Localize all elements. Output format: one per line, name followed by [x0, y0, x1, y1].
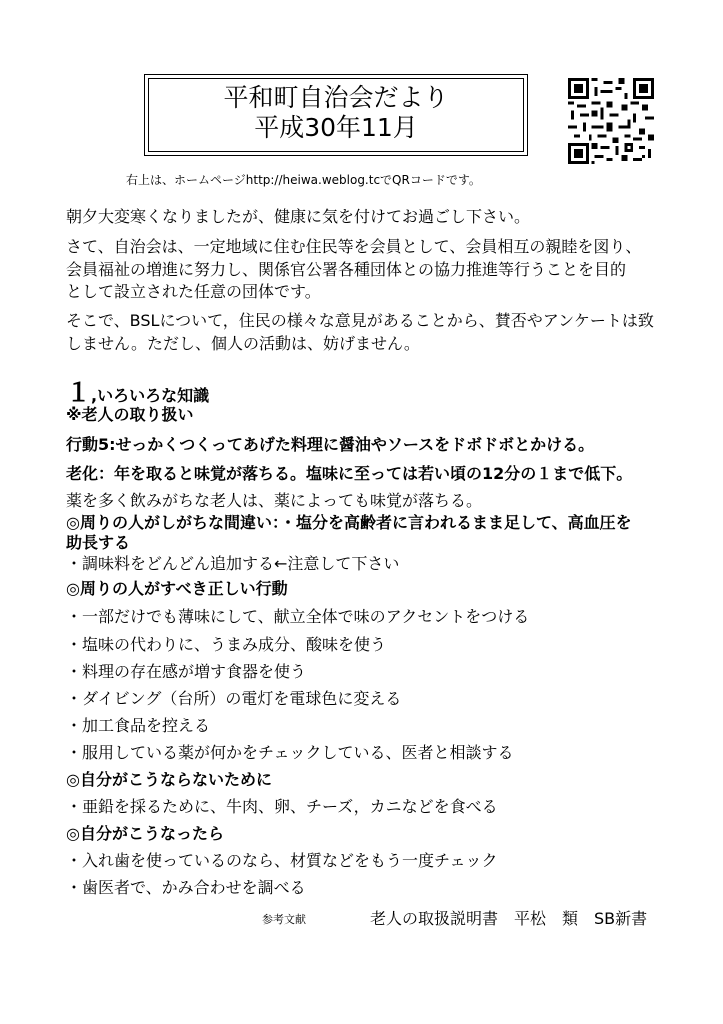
- list-item: ・加工食品を控える: [66, 716, 211, 735]
- bsl-paragraph-line2: しません。ただし、個人の活動は、妨げません。: [66, 334, 420, 353]
- medicine-line: 薬を多く飲みがちな老人は、薬によっても味覚が落ちる。: [66, 491, 483, 510]
- purpose-paragraph-line2: 会員福祉の増進に努力し、関係官公署各種団体との協力推進等行うことを目的: [66, 260, 627, 279]
- list-item: ・服用している薬が何かをチェックしている、医者と相談する: [66, 743, 514, 762]
- mistake-heading-line2: 助長する: [66, 533, 131, 552]
- homepage-note: 右上は、ホームページhttp://heiwa.weblog.tcでQRコードです。: [126, 173, 481, 187]
- section-number: １: [66, 378, 92, 407]
- list-item: ・歯医者で、かみ合わせを調べる: [66, 878, 306, 897]
- list-item: ・入れ歯を使っているのなら、材質などをもう一度チェック: [66, 851, 498, 870]
- list-item: ・ダイビング（台所）の電灯を電球色に変える: [66, 689, 402, 708]
- correct-actions-heading: ◎周りの人がすべき正しい行動: [66, 579, 288, 598]
- section-title: ,いろいろな知識: [91, 386, 210, 405]
- list-item: ・亜鉛を採るために、牛肉、卵、チーズ，カニなどを食べる: [66, 797, 498, 816]
- self-prevention-heading: ◎自分がこうならないために: [66, 770, 272, 789]
- mistake-item: ・調味料をどんどん追加する←注意して下さい: [66, 554, 400, 573]
- newsletter-title-box: [148, 78, 524, 152]
- list-item: ・一部だけでも薄味にして、献立全体で味のアクセントをつける: [66, 607, 530, 626]
- section-subtitle: ※老人の取り扱い: [66, 405, 194, 424]
- greeting-paragraph: 朝夕大変寒くなりましたが、健康に気を付けてお過ごし下さい。: [66, 207, 531, 226]
- aging-line: 老化：年を取ると味覚が落ちる。塩味に至っては若い頃の12分の１まで低下。: [66, 464, 633, 483]
- newsletter-date: 平成30年11月: [254, 113, 418, 142]
- qr-code-icon: [568, 78, 654, 164]
- reference-label: 参考文献: [262, 913, 306, 926]
- if-happened-heading: ◎自分がこうなったら: [66, 824, 224, 843]
- action-line: 行動5:せっかくつくってあげた料理に醤油やソースをドボドボとかける。: [66, 435, 595, 454]
- bsl-paragraph-line1: そこで、BSLについて，住民の様々な意見があることから、賛否やアンケートは致: [66, 311, 654, 330]
- newsletter-title: 平和町自治会だより: [223, 83, 449, 112]
- list-item: ・塩味の代わりに、うまみ成分、酸味を使う: [66, 635, 387, 654]
- purpose-paragraph-line1: さて、自治会は、一定地域に住む住民等を会員として、会員相互の親睦を図り、: [66, 237, 642, 256]
- list-item: ・料理の存在感が増す食器を使う: [66, 662, 307, 681]
- purpose-paragraph-line3: として設立された任意の団体です。: [66, 282, 321, 301]
- mistake-heading-line1: ◎周りの人がしがちな間違い：・塩分を高齢者に言われるまま足して、高血圧を: [66, 513, 632, 532]
- reference-text: 老人の取扱説明書 平松 類 SB新書: [370, 909, 648, 928]
